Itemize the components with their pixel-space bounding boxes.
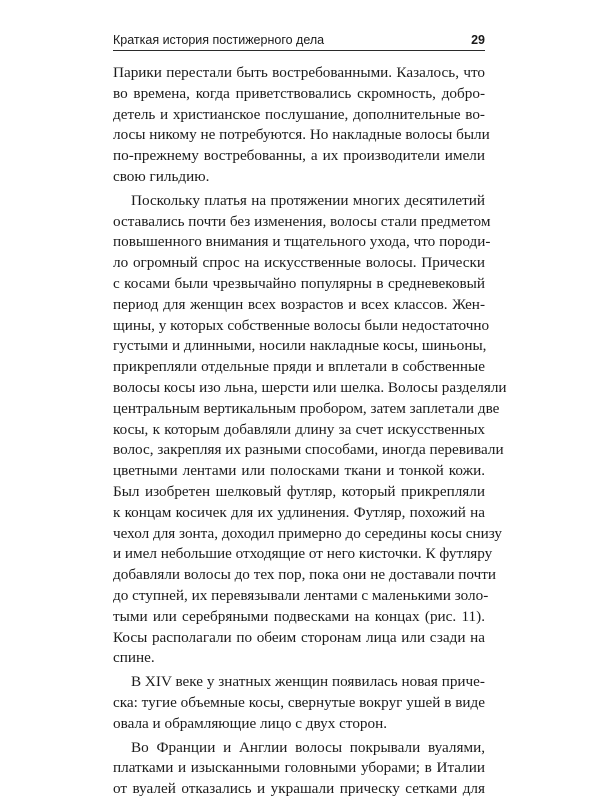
text-line: щины, у которых собственные волосы были недостаточно xyxy=(113,316,490,334)
paragraph xyxy=(113,191,507,669)
text-line: волос, закрепляя их разными способами, иногда перевивали xyxy=(113,441,504,459)
text-line: ло огромный спрос на искусственные волосы. Прически xyxy=(113,254,485,272)
text-line: до ступней, их перевязывали лентами с маленькими золо- xyxy=(113,586,489,604)
text-line: от вуалей отказались и украшали прическу сетками для xyxy=(113,780,485,798)
header-divider xyxy=(113,50,485,51)
text-line: и имел небольшие отходящие от него кисточки. К футляру xyxy=(113,545,493,563)
text-line: Косы располагали по обеим сторонам лица или сзади на xyxy=(113,628,485,646)
text-line: густыми и длинными, носили накладные косы, шиньоны, xyxy=(113,337,487,355)
text-line: Парики перестали быть востребованными. Казалось, что xyxy=(113,64,485,81)
chapter-title: Краткая история постижерного дела xyxy=(113,33,325,47)
text-line: добавляли волосы до тех пор, пока они не доставали почти xyxy=(113,566,496,584)
text-line: по-прежнему востребованны, а их производители имели xyxy=(113,147,485,165)
paragraph xyxy=(113,738,485,800)
running-header xyxy=(113,33,485,49)
text-line: цветными лентами или полосками ткани и тонкой кожи. xyxy=(113,462,485,480)
text-line: волосы косы изо льна, шерсти или шелка. Волосы разделяли xyxy=(113,378,507,396)
text-line: прикрепляли отдельные пряди и вплетали в собственные xyxy=(113,358,485,376)
text-line: период для женщин всех возрастов и всех классов. Жен- xyxy=(113,295,485,313)
body-text xyxy=(113,63,507,803)
paragraph xyxy=(113,63,490,188)
text-line: детель и христианское послушание, дополнительные во- xyxy=(113,105,485,123)
text-line: тыми или серебряными подвесками на концах (рис. 11). xyxy=(113,607,485,625)
text-line: Поскольку платья на протяжении многих десятилетий xyxy=(131,191,485,209)
text-line: косы, к которым добавляли длину за счет искусственных xyxy=(113,420,485,438)
text-line: оставались почти без изменения, волосы стали предметом xyxy=(113,212,491,230)
text-line: с косами были чрезвычайно популярны в средневековый xyxy=(113,274,485,292)
text-line: лосы никому не потребуются. Но накладные волосы были xyxy=(113,126,490,144)
text-line: овала и обрамляющие лицо с двух сторон. xyxy=(113,714,388,732)
text-line: чехол для зонта, доходил примерно до середины косы снизу xyxy=(113,524,502,542)
text-line: во времена, когда приветствовались скромность, добро- xyxy=(113,84,485,102)
text-line: повышенного внимания и тщательного ухода, что породи- xyxy=(113,233,491,251)
text-line: платками и изысканными головными уборами; в Италии xyxy=(113,759,485,777)
text-line: центральным вертикальным пробором, затем заплетали две xyxy=(113,399,500,417)
paragraph xyxy=(113,672,485,734)
text-line: свою гильдию. xyxy=(113,167,210,185)
text-line: Был изобретен шелковый футляр, который прикрепляли xyxy=(113,482,485,500)
text-line: В XIV веке у знатных женщин появилась новая приче- xyxy=(131,673,485,691)
text-line: спине. xyxy=(113,649,155,667)
text-line: к концам косичек для их удлинения. Футляр, похожий на xyxy=(113,503,485,521)
text-line: Во Франции и Англии волосы покрывали вуалями, xyxy=(131,738,485,756)
page-number: 29 xyxy=(471,33,485,47)
text-line: ска: тугие объемные косы, свернутые вокруг ушей в виде xyxy=(113,693,485,711)
